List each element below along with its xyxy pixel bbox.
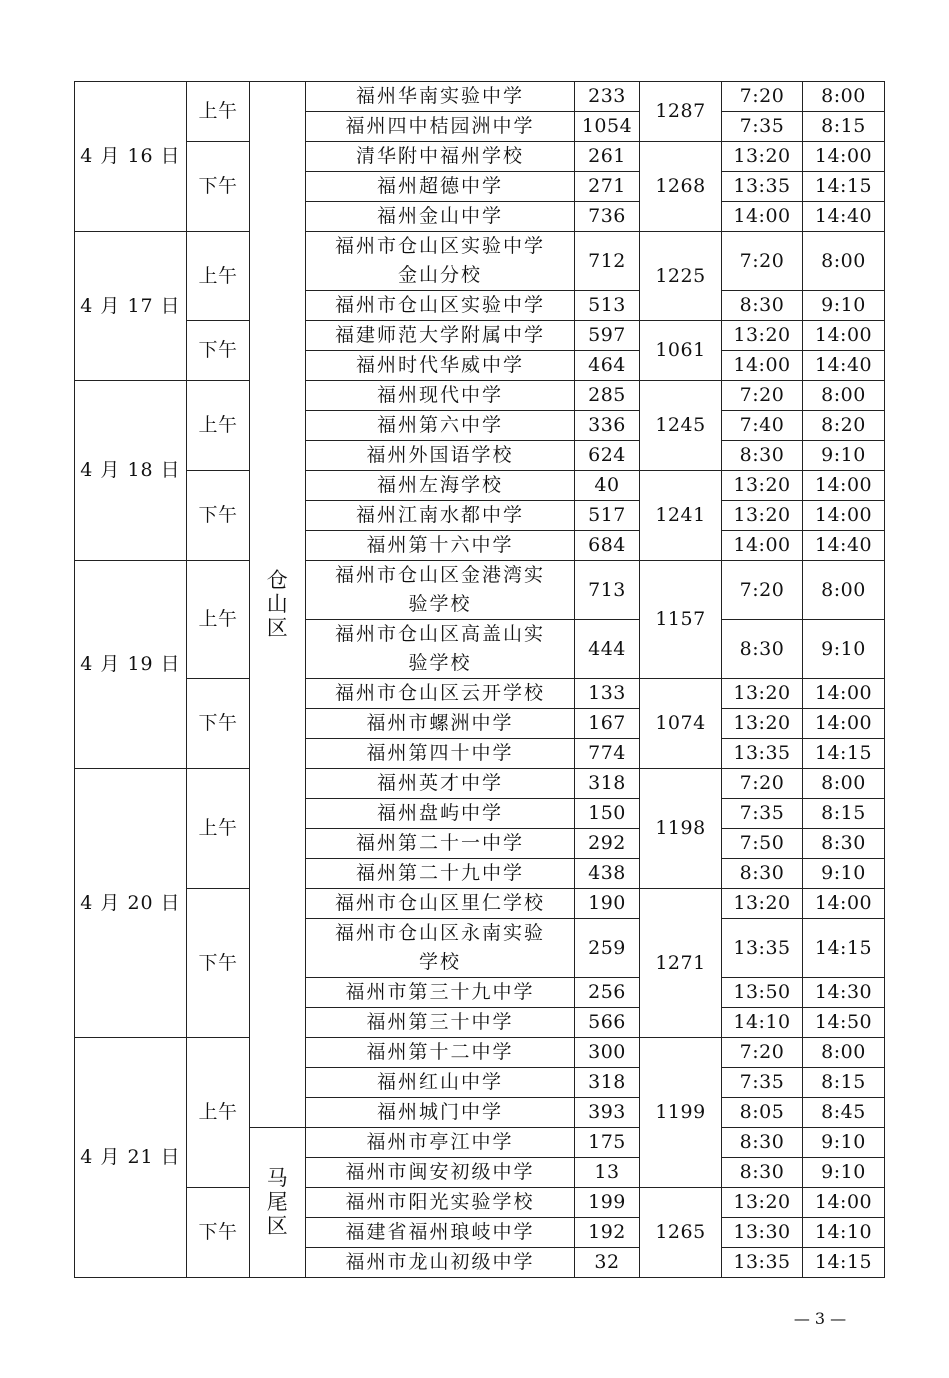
start-time-cell: 8:05 [722,1098,803,1128]
count-cell: 393 [575,1098,640,1128]
school-cell: 福州市第三十九中学 [306,978,575,1008]
school-cell: 福州城门中学 [306,1098,575,1128]
start-time-cell: 13:20 [722,679,803,709]
school-cell: 福州时代华威中学 [306,351,575,381]
school-cell: 福州江南水都中学 [306,501,575,531]
school-cell: 福州第三十中学 [306,1008,575,1038]
period-cell: 上午 [187,1038,250,1188]
school-cell: 福州金山中学 [306,202,575,232]
end-time-cell: 14:00 [803,471,885,501]
count-cell: 464 [575,351,640,381]
end-time-cell: 14:10 [803,1218,885,1248]
school-cell: 福州盘屿中学 [306,799,575,829]
count-cell: 13 [575,1158,640,1188]
district-cell [250,1128,306,1278]
school-cell: 福建省福州琅岐中学 [306,1218,575,1248]
end-time-cell: 14:15 [803,1248,885,1278]
total-cell: 1225 [640,232,722,321]
school-cell: 福州第二十九中学 [306,859,575,889]
table-row [75,769,885,799]
count-cell: 167 [575,709,640,739]
end-time-cell: 8:00 [803,1038,885,1068]
school-cell: 福州左海学校 [306,471,575,501]
start-time-cell: 8:30 [722,291,803,321]
count-cell: 318 [575,1068,640,1098]
start-time-cell: 13:20 [722,321,803,351]
school-cell: 福州英才中学 [306,769,575,799]
school-cell: 福州市阳光实验学校 [306,1188,575,1218]
district-label: 仓山区 [266,568,289,640]
start-time-cell: 13:30 [722,1218,803,1248]
end-time-cell: 9:10 [803,441,885,471]
start-time-cell: 8:30 [722,1128,803,1158]
count-cell: 199 [575,1188,640,1218]
count-cell: 713 [575,561,640,620]
date-cell: 4 月 21 日 [75,1038,187,1278]
date-cell: 4 月 18 日 [75,381,187,561]
date-cell: 4 月 20 日 [75,769,187,1038]
start-time-cell: 7:35 [722,1068,803,1098]
total-cell: 1199 [640,1038,722,1188]
school-cell: 福州红山中学 [306,1068,575,1098]
end-time-cell: 8:15 [803,799,885,829]
table-row [75,232,885,291]
end-time-cell: 9:10 [803,291,885,321]
page-number: — 3 — [793,1309,847,1328]
end-time-cell: 14:15 [803,739,885,769]
start-time-cell: 8:30 [722,620,803,679]
start-time-cell: 7:35 [722,112,803,142]
end-time-cell: 8:00 [803,561,885,620]
count-cell: 256 [575,978,640,1008]
end-time-cell: 8:15 [803,1068,885,1098]
school-cell: 福州市亭江中学 [306,1128,575,1158]
start-time-cell: 7:35 [722,799,803,829]
table-row [75,1038,885,1068]
count-cell: 444 [575,620,640,679]
count-cell: 712 [575,232,640,291]
school-cell: 福州市龙山初级中学 [306,1248,575,1278]
count-cell: 192 [575,1218,640,1248]
end-time-cell: 14:15 [803,919,885,978]
school-cell: 福州市仓山区金港湾实验学校 [306,561,575,620]
period-cell: 下午 [187,889,250,1038]
count-cell: 233 [575,82,640,112]
start-time-cell: 7:50 [722,829,803,859]
period-cell: 上午 [187,561,250,679]
count-cell: 624 [575,441,640,471]
end-time-cell: 14:50 [803,1008,885,1038]
table-row [75,82,885,112]
table-row [75,1188,885,1218]
start-time-cell: 7:20 [722,1038,803,1068]
school-cell: 福州超德中学 [306,172,575,202]
table-row [75,561,885,620]
total-cell: 1245 [640,381,722,471]
school-cell: 福州市仓山区高盖山实验学校 [306,620,575,679]
end-time-cell: 9:10 [803,1158,885,1188]
count-cell: 300 [575,1038,640,1068]
end-time-cell: 14:00 [803,1188,885,1218]
end-time-cell: 14:00 [803,501,885,531]
count-cell: 150 [575,799,640,829]
total-cell: 1241 [640,471,722,561]
count-cell: 774 [575,739,640,769]
count-cell: 261 [575,142,640,172]
start-time-cell: 7:20 [722,381,803,411]
count-cell: 285 [575,381,640,411]
end-time-cell: 8:20 [803,411,885,441]
school-cell: 福州第十二中学 [306,1038,575,1068]
start-time-cell: 7:20 [722,232,803,291]
start-time-cell: 7:20 [722,769,803,799]
end-time-cell: 14:00 [803,321,885,351]
school-cell: 福州现代中学 [306,381,575,411]
count-cell: 736 [575,202,640,232]
school-cell: 福州市仓山区里仁学校 [306,889,575,919]
school-cell: 福州市仓山区实验中学 [306,291,575,321]
start-time-cell: 13:20 [722,471,803,501]
period-cell: 上午 [187,381,250,471]
count-cell: 566 [575,1008,640,1038]
count-cell: 175 [575,1128,640,1158]
school-cell: 福州第四十中学 [306,739,575,769]
district-cell [250,82,306,1128]
count-cell: 517 [575,501,640,531]
end-time-cell: 8:45 [803,1098,885,1128]
school-cell: 福州市仓山区永南实验学校 [306,919,575,978]
total-cell: 1271 [640,889,722,1038]
end-time-cell: 9:10 [803,1128,885,1158]
period-cell: 上午 [187,232,250,321]
table-row [75,142,885,172]
start-time-cell: 14:00 [722,202,803,232]
count-cell: 336 [575,411,640,441]
period-cell: 下午 [187,679,250,769]
end-time-cell: 8:00 [803,82,885,112]
count-cell: 259 [575,919,640,978]
schedule-table [74,81,885,1278]
end-time-cell: 14:40 [803,531,885,561]
school-cell: 福州市仓山区云开学校 [306,679,575,709]
table-row [75,381,885,411]
start-time-cell: 13:20 [722,142,803,172]
school-cell: 福州四中桔园洲中学 [306,112,575,142]
count-cell: 271 [575,172,640,202]
end-time-cell: 14:40 [803,351,885,381]
end-time-cell: 14:15 [803,172,885,202]
count-cell: 438 [575,859,640,889]
start-time-cell: 13:20 [722,889,803,919]
end-time-cell: 9:10 [803,620,885,679]
end-time-cell: 14:00 [803,889,885,919]
end-time-cell: 14:40 [803,202,885,232]
start-time-cell: 13:20 [722,1188,803,1218]
school-cell: 福州第二十一中学 [306,829,575,859]
start-time-cell: 8:30 [722,859,803,889]
school-cell: 福州市仓山区实验中学金山分校 [306,232,575,291]
period-cell: 下午 [187,321,250,381]
period-cell: 上午 [187,82,250,142]
end-time-cell: 14:00 [803,679,885,709]
count-cell: 292 [575,829,640,859]
start-time-cell: 13:35 [722,739,803,769]
school-cell: 福建师范大学附属中学 [306,321,575,351]
start-time-cell: 8:30 [722,1158,803,1188]
school-cell: 福州市螺洲中学 [306,709,575,739]
start-time-cell: 14:10 [722,1008,803,1038]
total-cell: 1074 [640,679,722,769]
period-cell: 上午 [187,769,250,889]
count-cell: 32 [575,1248,640,1278]
start-time-cell: 14:00 [722,531,803,561]
date-cell: 4 月 19 日 [75,561,187,769]
period-cell: 下午 [187,1188,250,1278]
end-time-cell: 8:15 [803,112,885,142]
start-time-cell: 13:20 [722,709,803,739]
count-cell: 597 [575,321,640,351]
school-cell: 福州市闽安初级中学 [306,1158,575,1188]
total-cell: 1268 [640,142,722,232]
date-cell: 4 月 16 日 [75,82,187,232]
school-cell: 福州第十六中学 [306,531,575,561]
date-cell: 4 月 17 日 [75,232,187,381]
start-time-cell: 13:35 [722,919,803,978]
period-cell: 下午 [187,471,250,561]
school-cell: 福州华南实验中学 [306,82,575,112]
district-label: 马尾区 [266,1166,289,1238]
end-time-cell: 8:00 [803,232,885,291]
table-row [75,889,885,919]
table-row [75,471,885,501]
count-cell: 133 [575,679,640,709]
total-cell: 1157 [640,561,722,679]
start-time-cell: 7:20 [722,561,803,620]
school-cell: 清华附中福州学校 [306,142,575,172]
start-time-cell: 14:00 [722,351,803,381]
school-cell: 福州外国语学校 [306,441,575,471]
count-cell: 318 [575,769,640,799]
end-time-cell: 14:00 [803,142,885,172]
end-time-cell: 8:00 [803,381,885,411]
total-cell: 1061 [640,321,722,381]
school-cell: 福州第六中学 [306,411,575,441]
table-row [75,679,885,709]
end-time-cell: 9:10 [803,859,885,889]
start-time-cell: 7:20 [722,82,803,112]
count-cell: 513 [575,291,640,321]
end-time-cell: 8:00 [803,769,885,799]
count-cell: 684 [575,531,640,561]
count-cell: 1054 [575,112,640,142]
total-cell: 1287 [640,82,722,142]
end-time-cell: 14:30 [803,978,885,1008]
start-time-cell: 8:30 [722,441,803,471]
start-time-cell: 13:20 [722,501,803,531]
end-time-cell: 14:00 [803,709,885,739]
start-time-cell: 13:50 [722,978,803,1008]
count-cell: 40 [575,471,640,501]
period-cell: 下午 [187,142,250,232]
total-cell: 1265 [640,1188,722,1278]
end-time-cell: 8:30 [803,829,885,859]
start-time-cell: 13:35 [722,172,803,202]
start-time-cell: 13:35 [722,1248,803,1278]
total-cell: 1198 [640,769,722,889]
start-time-cell: 7:40 [722,411,803,441]
count-cell: 190 [575,889,640,919]
table-row [75,321,885,351]
